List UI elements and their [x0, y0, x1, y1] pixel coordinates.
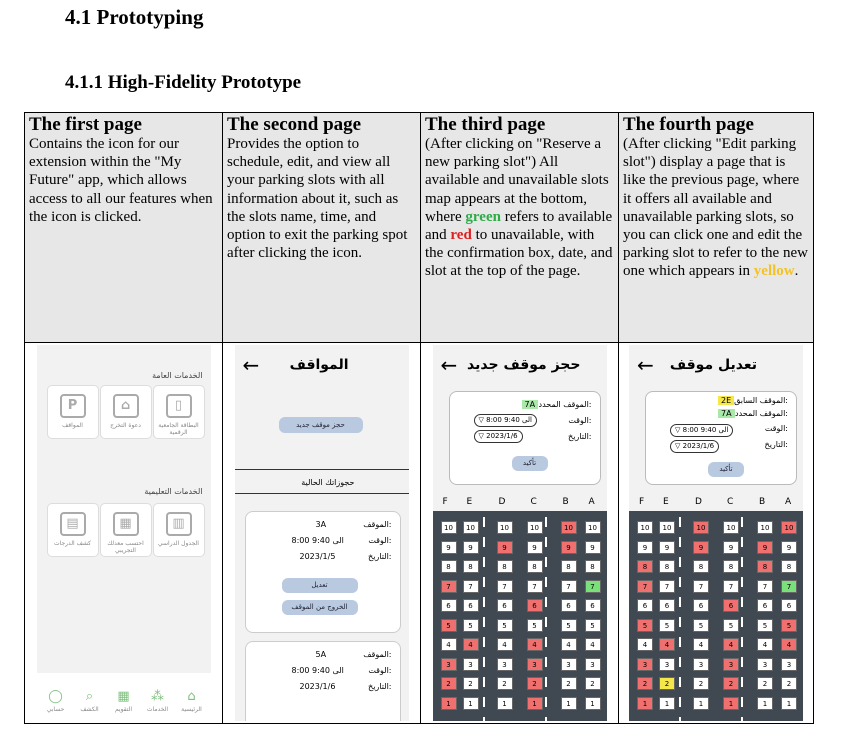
parking-slot[interactable]: 6 [441, 599, 457, 612]
parking-slot[interactable]: 9 [527, 541, 543, 554]
time-label: الوقت: [368, 666, 392, 675]
lane-marking [741, 637, 743, 647]
parking-slot[interactable]: 7 [637, 580, 653, 593]
page-title: تعديل موقف [669, 357, 757, 373]
column-header: C [727, 497, 734, 507]
page-title: حجز موقف جديد [467, 357, 581, 373]
parking-slot[interactable]: 9 [441, 541, 457, 554]
parking-slot[interactable]: 10 [497, 521, 513, 534]
column-header: B [759, 497, 766, 507]
lane-marking [741, 597, 743, 607]
edit-screen [629, 345, 803, 721]
column-title: The third page [425, 114, 546, 135]
gpa-tile[interactable] [100, 503, 152, 557]
column-title: The fourth page [623, 114, 754, 135]
lane-marking [741, 657, 743, 667]
parking-slot[interactable]: 10 [693, 521, 709, 534]
confirmation-box [645, 391, 797, 485]
parking-slot[interactable]: 4 [561, 638, 577, 651]
selected-slot-label: الموقف المحدد: [538, 400, 592, 409]
parking-slot[interactable]: 10 [585, 521, 601, 534]
home-screen [37, 345, 211, 721]
parking-slot[interactable]: 9 [561, 541, 577, 554]
date-label: التاريخ: [568, 432, 592, 441]
section-label: الخدمات العامة [152, 371, 203, 380]
parking-slot[interactable]: 2 [637, 677, 653, 690]
body-part: to unavailable, with the confirmation box, date, and slot at the top of the page. [425, 227, 613, 280]
parking-slot[interactable]: 6 [637, 599, 653, 612]
parking-slot[interactable]: 9 [693, 541, 709, 554]
parking-icon: P [60, 394, 86, 418]
date-select[interactable] [670, 440, 719, 453]
divider [235, 493, 409, 494]
parking-slot[interactable]: 6 [463, 599, 479, 612]
time-select[interactable] [474, 414, 537, 427]
lane-marking [545, 717, 547, 721]
parking-slot[interactable]: 4 [441, 638, 457, 651]
parking-slot[interactable]: 3 [693, 658, 709, 671]
parking-slot[interactable]: 6 [781, 599, 797, 612]
parking-slot[interactable]: 8 [693, 560, 709, 573]
phone-icon: ▯ [166, 394, 192, 418]
lane-marking [545, 537, 547, 547]
parking-slot[interactable]: 1 [441, 697, 457, 710]
graduation-tile[interactable] [100, 385, 152, 439]
column-body [425, 135, 614, 281]
parking-slot[interactable]: 7 [723, 580, 739, 593]
column-header: F [442, 497, 448, 507]
parking-slot[interactable]: 5 [585, 619, 601, 632]
parking-slot[interactable]: 9 [781, 541, 797, 554]
parking-slot[interactable]: 2 [757, 677, 773, 690]
lane-marking [545, 697, 547, 707]
fourth-page-cell [619, 113, 814, 343]
column-header: B [562, 497, 569, 507]
parking-slot[interactable]: 3 [659, 658, 675, 671]
previous-slot-value: 2E [718, 396, 734, 405]
parking-slot[interactable]: 8 [463, 560, 479, 573]
parking-slot[interactable]: 4 [659, 638, 675, 651]
parking-slot[interactable]: 4 [463, 638, 479, 651]
bottom-nav [37, 673, 211, 721]
lane-marking [679, 577, 681, 587]
column-header: C [530, 497, 537, 507]
parking-slot[interactable]: 2 [723, 677, 739, 690]
parking-slot[interactable]: 4 [637, 638, 653, 651]
column-header: D [498, 497, 506, 507]
confirm-button[interactable]: تأكيد [512, 456, 548, 471]
parking-slot[interactable]: 1 [637, 697, 653, 710]
parking-slot[interactable]: 3 [781, 658, 797, 671]
parking-slot[interactable]: 1 [527, 697, 543, 710]
tile-label: الجدول الدراسي [158, 540, 199, 547]
parking-slot[interactable]: 2 [781, 677, 797, 690]
date-label: التاريخ: [764, 440, 788, 449]
parking-slot[interactable]: 5 [463, 619, 479, 632]
parking-slot[interactable]: 4 [497, 638, 513, 651]
parking-slot[interactable]: 7 [659, 580, 675, 593]
lane-marking [679, 717, 681, 721]
column-header: A [785, 497, 792, 507]
lane-marking [483, 677, 485, 687]
lane-marking [483, 517, 485, 527]
lane-marking [483, 657, 485, 667]
lane-marking [741, 697, 743, 707]
parking-slot[interactable]: 6 [723, 599, 739, 612]
slot-value: 5A [315, 650, 327, 659]
slot-label: الموقف: [363, 650, 392, 659]
nav-services[interactable] [143, 689, 173, 713]
first-page-screenshot-cell [25, 343, 223, 724]
body-part: . [794, 263, 799, 280]
selected-slot-value: 7A [718, 409, 735, 418]
home-icon: ⌂ [187, 689, 196, 704]
third-page-screenshot-cell [421, 343, 619, 724]
grades-tile[interactable] [47, 503, 99, 557]
parking-map [433, 511, 607, 721]
parking-slot[interactable]: 3 [757, 658, 773, 671]
lane-marking [741, 577, 743, 587]
tile-label: البطاقة الجامعية الرقمية [158, 422, 199, 436]
parking-slot[interactable]: 4 [585, 638, 601, 651]
column-title: The first page [29, 114, 142, 135]
parking-slot[interactable]: 3 [585, 658, 601, 671]
lane-marking [679, 617, 681, 627]
parking-slot[interactable]: 2 [463, 677, 479, 690]
date-select[interactable] [474, 430, 523, 443]
lane-marking [679, 657, 681, 667]
parking-slot[interactable]: 5 [561, 619, 577, 632]
parking-slot[interactable]: 1 [497, 697, 513, 710]
lane-marking [545, 657, 547, 667]
column-body [623, 135, 809, 281]
body-part: All available and unavailable slots map appears at the bottom, where [425, 154, 609, 225]
reservation-card [245, 511, 401, 633]
selected-slot-label: الموقف المحدد: [735, 409, 788, 418]
date-label: التاريخ: [368, 682, 392, 691]
lane-marking [679, 597, 681, 607]
parking-slot[interactable]: 1 [757, 697, 773, 710]
parking-slot[interactable]: 5 [723, 619, 739, 632]
back-arrow-icon[interactable]: ← [637, 353, 654, 377]
yellow-word: yellow [753, 263, 795, 280]
parking-slot[interactable]: 1 [693, 697, 709, 710]
parking-slot[interactable]: 2 [561, 677, 577, 690]
lane-marking [545, 597, 547, 607]
time-label: الوقت: [764, 424, 788, 433]
lane-marking [545, 617, 547, 627]
document-icon: ▤ [60, 512, 86, 536]
chevron-down-icon: ▽ [675, 442, 681, 450]
lane-marking [545, 677, 547, 687]
confirmation-box [449, 391, 601, 485]
nav-label: الرئيسية [181, 706, 202, 713]
parking-slot[interactable]: 8 [441, 560, 457, 573]
second-page-screenshot-cell [223, 343, 421, 724]
parking-slot[interactable]: 5 [497, 619, 513, 632]
parking-slot[interactable]: 8 [637, 560, 653, 573]
parking-slot[interactable]: 4 [757, 638, 773, 651]
subsection-heading: 4.1.1 High-Fidelity Prototype [65, 72, 302, 93]
parking-slot[interactable]: 7 [693, 580, 709, 593]
calendar-icon: ▦ [117, 689, 130, 704]
parking-slot[interactable]: 5 [757, 619, 773, 632]
calendar-icon: ▥ [166, 512, 192, 536]
parking-slot[interactable]: 3 [527, 658, 543, 671]
lane-marking [741, 537, 743, 547]
parking-slot[interactable]: 5 [637, 619, 653, 632]
slot-value: 3A [315, 520, 327, 529]
body-part: (After clicking on "Reserve a new parking slot") [425, 136, 602, 171]
nav-account[interactable] [41, 689, 71, 713]
grid-icon: ⁂ [151, 689, 164, 704]
parking-slot[interactable]: 6 [585, 599, 601, 612]
parking-screen [235, 345, 409, 721]
tile-label: دعوة التخرج [110, 422, 141, 429]
back-arrow-icon[interactable]: ← [440, 353, 458, 377]
parking-slot[interactable]: 3 [561, 658, 577, 671]
parking-slot[interactable]: 9 [497, 541, 513, 554]
nav-label: الكشف [80, 706, 99, 713]
parking-slot[interactable]: 5 [781, 619, 797, 632]
lane-marking [483, 577, 485, 587]
section-heading: 4.1 Prototyping [65, 5, 204, 29]
chevron-down-icon: ▽ [478, 432, 484, 440]
time-select[interactable] [670, 424, 733, 437]
parking-slot[interactable]: 10 [659, 521, 675, 534]
nav-calendar[interactable] [109, 689, 139, 713]
column-header: E [663, 497, 669, 507]
parking-slot[interactable]: 10 [561, 521, 577, 534]
column-body: Provides the option to schedule, edit, and view all your parking slots with all information about it, such as the slots name, time, and option to exit the parking spot after clicking the icon. [227, 136, 408, 262]
tile-label: احتسب معدلك التجريبي [107, 540, 144, 554]
column-title: The second page [227, 114, 362, 135]
reservation-card [245, 641, 401, 721]
parking-slot[interactable]: 8 [659, 560, 675, 573]
parking-tile[interactable] [47, 385, 99, 439]
parking-slot[interactable]: 4 [527, 638, 543, 651]
nav-label: الخدمات [146, 706, 169, 713]
parking-slot[interactable]: 4 [781, 638, 797, 651]
parking-slot[interactable]: 8 [527, 560, 543, 573]
parking-slot[interactable]: 9 [463, 541, 479, 554]
exit-parking-button[interactable]: الخروج من الموقف [282, 600, 358, 615]
lane-marking [483, 617, 485, 627]
edit-button[interactable]: تعديل [282, 578, 358, 593]
parking-slot[interactable]: 10 [637, 521, 653, 534]
lane-marking [679, 537, 681, 547]
column-body: Contains the icon for our extension within the "My Future" app, which allows access to all our features when the icon is clicked. [29, 136, 213, 225]
red-word: red [450, 227, 472, 244]
lane-marking [679, 517, 681, 527]
parking-slot[interactable]: 9 [757, 541, 773, 554]
time-value: 8:00 الى 9:40 [291, 666, 344, 675]
parking-slot[interactable]: 2 [585, 677, 601, 690]
chevron-down-icon: ▽ [478, 416, 484, 424]
page-title: المواقف [289, 357, 349, 373]
calculator-icon: ▦ [113, 512, 139, 536]
graduation-icon: ⌂ [113, 394, 139, 418]
parking-slot[interactable]: 8 [561, 560, 577, 573]
parking-slot[interactable]: 10 [757, 521, 773, 534]
parking-slot[interactable]: 6 [527, 599, 543, 612]
parking-slot[interactable]: 3 [723, 658, 739, 671]
lane-marking [483, 717, 485, 721]
parking-slot[interactable]: 10 [441, 521, 457, 534]
time-value: 8:00 الى 9:40 [682, 426, 729, 434]
parking-slot[interactable]: 3 [497, 658, 513, 671]
parking-slot[interactable]: 8 [757, 560, 773, 573]
parking-slot[interactable]: 7 [441, 580, 457, 593]
column-header: E [466, 497, 473, 507]
lane-marking [483, 597, 485, 607]
parking-slot[interactable]: 8 [585, 560, 601, 573]
search-icon: ⌕ [85, 689, 94, 704]
parking-slot[interactable]: 10 [527, 521, 543, 534]
parking-slot[interactable]: 6 [497, 599, 513, 612]
parking-slot[interactable]: 6 [561, 599, 577, 612]
lane-marking [483, 557, 485, 567]
parking-slot[interactable]: 1 [561, 697, 577, 710]
section-label: الخدمات التعليمية [144, 487, 203, 496]
parking-slot[interactable]: 1 [781, 697, 797, 710]
nav-label: حسابي [46, 706, 65, 713]
parking-slot[interactable]: 1 [463, 697, 479, 710]
first-page-cell [25, 113, 223, 343]
schedule-tile[interactable] [153, 503, 205, 557]
parking-slot[interactable]: 5 [659, 619, 675, 632]
parking-slot[interactable]: 5 [441, 619, 457, 632]
parking-slot[interactable]: 10 [463, 521, 479, 534]
id-card-tile[interactable] [153, 385, 205, 439]
lane-marking [483, 637, 485, 647]
third-page-cell [421, 113, 619, 343]
parking-slot[interactable]: 6 [659, 599, 675, 612]
selected-slot-value: 7A [522, 400, 539, 409]
current-reservations-label: حجوزاتك الحالية [301, 478, 355, 487]
parking-slot[interactable]: 9 [585, 541, 601, 554]
date-value: 2023/1/5 [299, 552, 336, 561]
confirm-button[interactable]: تأكيد [708, 462, 744, 477]
lane-marking [545, 557, 547, 567]
lane-marking [545, 577, 547, 587]
lane-marking [679, 637, 681, 647]
column-header: F [639, 497, 645, 507]
prototype-table [24, 112, 814, 724]
parking-slot[interactable]: 8 [781, 560, 797, 573]
second-page-cell [223, 113, 421, 343]
parking-slot[interactable]: 5 [527, 619, 543, 632]
parking-slot[interactable]: 6 [693, 599, 709, 612]
slot-label: الموقف: [363, 520, 392, 529]
time-label: الوقت: [568, 416, 592, 425]
parking-slot[interactable]: 1 [585, 697, 601, 710]
reserve-new-button[interactable]: حجز موقف جديد [279, 417, 363, 433]
parking-slot[interactable]: 7 [463, 580, 479, 593]
parking-slot[interactable]: 7 [585, 580, 601, 593]
parking-slot[interactable]: 10 [723, 521, 739, 534]
nav-label: التقويم [114, 706, 133, 713]
parking-slot[interactable]: 9 [659, 541, 675, 554]
parking-slot[interactable]: 7 [527, 580, 543, 593]
parking-slot[interactable]: 7 [497, 580, 513, 593]
parking-slot[interactable]: 5 [693, 619, 709, 632]
body-part: refers to available and [425, 208, 613, 244]
parking-slot[interactable]: 2 [497, 677, 513, 690]
lane-marking [679, 677, 681, 687]
parking-slot[interactable]: 6 [757, 599, 773, 612]
previous-slot-label: الموقف السابق: [734, 396, 788, 405]
lane-marking [483, 537, 485, 547]
lane-marking [741, 617, 743, 627]
parking-map [629, 511, 803, 721]
body-part: (After clicking "Edit parking slot") display a page that is like the previous page, where it offers all available and unavailable parking slots, so you can click one and edit the parking slot to refer to the new one which appears in [623, 136, 808, 280]
lane-marking [741, 717, 743, 721]
fourth-page-screenshot-cell [619, 343, 814, 724]
parking-slot[interactable]: 3 [441, 658, 457, 671]
parking-slot[interactable]: 9 [637, 541, 653, 554]
parking-slot[interactable]: 2 [527, 677, 543, 690]
time-value: 8:00 الى 9:40 [486, 416, 532, 424]
parking-slot[interactable]: 7 [781, 580, 797, 593]
parking-slot[interactable]: 8 [497, 560, 513, 573]
lane-marking [679, 697, 681, 707]
parking-slot[interactable]: 2 [441, 677, 457, 690]
parking-slot[interactable]: 9 [723, 541, 739, 554]
lane-marking [483, 697, 485, 707]
time-value: 8:00 الى 9:40 [291, 536, 344, 545]
date-label: التاريخ: [368, 552, 392, 561]
time-label: الوقت: [368, 536, 392, 545]
column-header: A [588, 497, 595, 507]
lane-marking [741, 517, 743, 527]
parking-slot[interactable]: 10 [781, 521, 797, 534]
parking-slot[interactable]: 2 [693, 677, 709, 690]
parking-slot[interactable]: 4 [723, 638, 739, 651]
lane-marking [545, 517, 547, 527]
parking-slot[interactable]: 4 [693, 638, 709, 651]
lane-marking [679, 557, 681, 567]
parking-slot[interactable]: 3 [637, 658, 653, 671]
column-header: D [695, 497, 702, 507]
lane-marking [545, 637, 547, 647]
date-value: 2023/1/6 [299, 682, 336, 691]
lane-marking [741, 677, 743, 687]
chevron-down-icon: ▽ [675, 426, 681, 434]
parking-slot[interactable]: 1 [659, 697, 675, 710]
parking-slot[interactable]: 2 [659, 677, 675, 690]
parking-slot[interactable]: 3 [463, 658, 479, 671]
parking-slot[interactable]: 7 [757, 580, 773, 593]
nav-explore[interactable] [75, 689, 105, 713]
nav-home[interactable] [177, 689, 207, 713]
date-value: 2023/1/6 [486, 432, 518, 440]
divider [235, 469, 409, 470]
green-word: green [465, 208, 501, 225]
lane-marking [741, 557, 743, 567]
person-icon: ◯ [48, 689, 63, 704]
parking-slot[interactable]: 8 [723, 560, 739, 573]
parking-slot[interactable]: 1 [723, 697, 739, 710]
tile-label: المواقف [62, 422, 83, 429]
back-arrow-icon[interactable]: ← [242, 353, 260, 377]
reserve-screen [433, 345, 607, 721]
tile-label: كشف الدرجات [53, 540, 92, 547]
parking-slot[interactable]: 7 [561, 580, 577, 593]
date-value: 2023/1/6 [682, 442, 715, 450]
